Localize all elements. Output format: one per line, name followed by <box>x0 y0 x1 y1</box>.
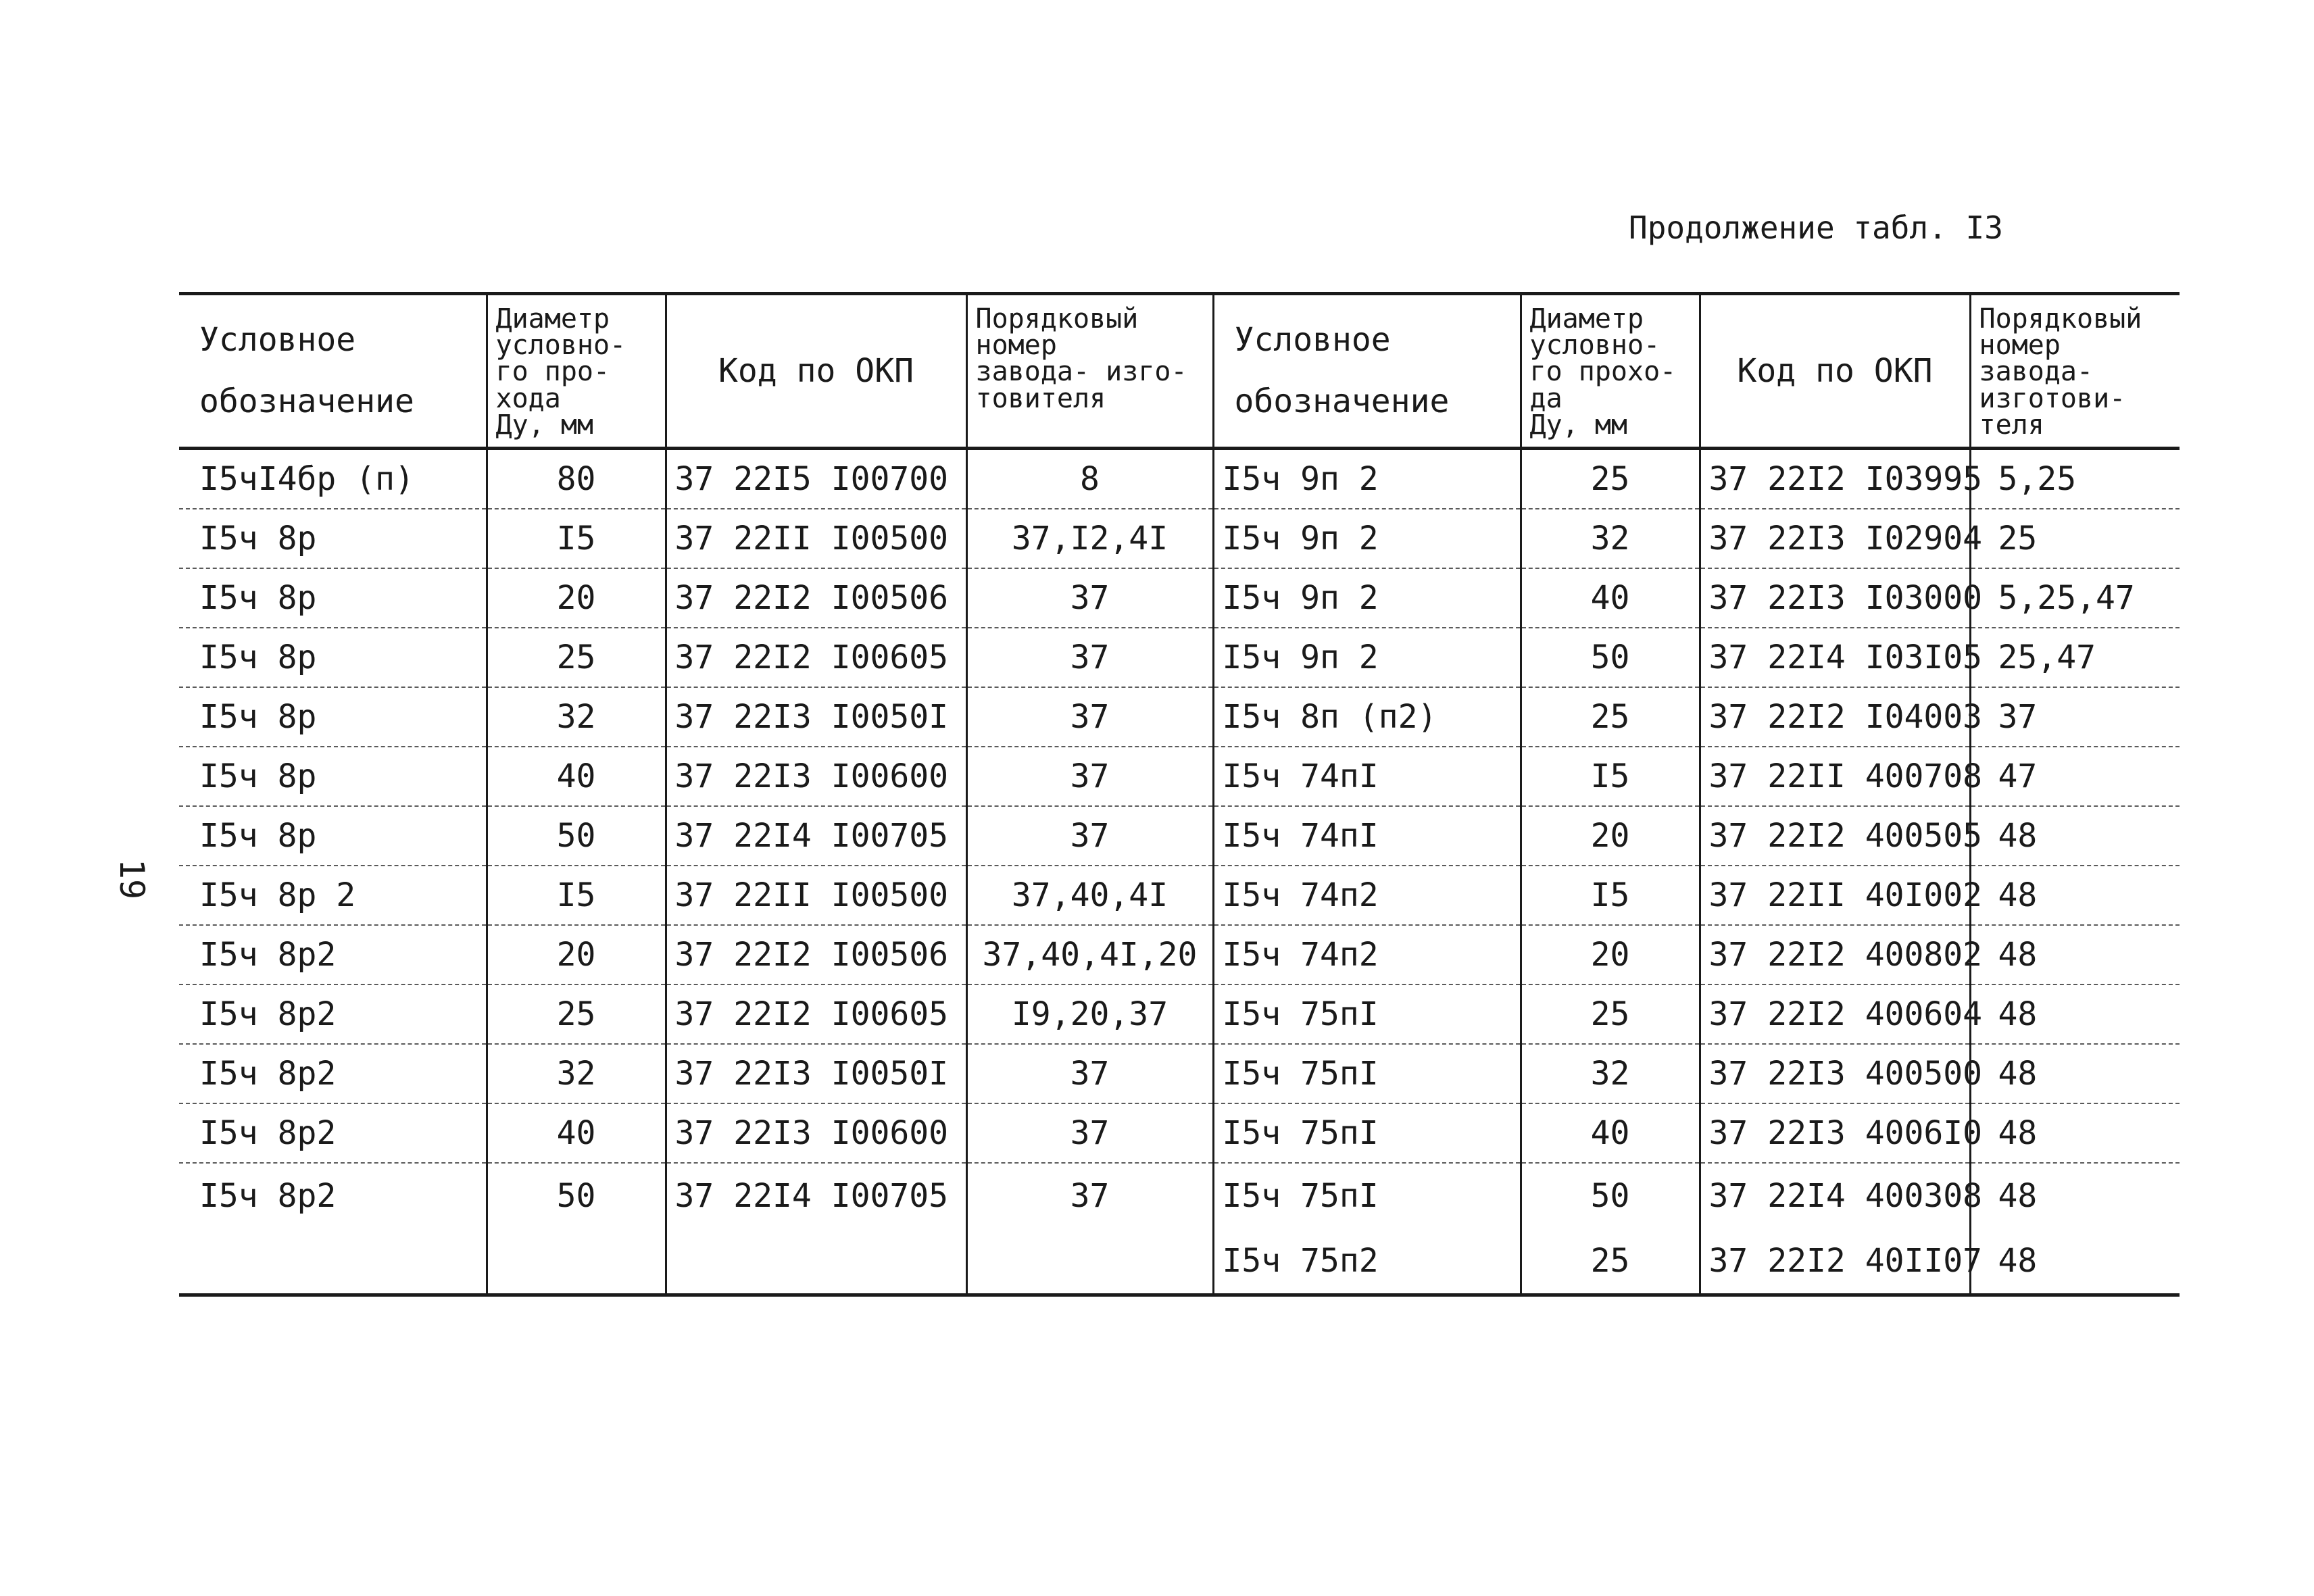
table-row <box>179 687 2180 747</box>
okp-code-cell: 37 22I2 I00506 <box>666 568 966 628</box>
diameter-cell: 25 <box>487 984 666 1044</box>
designation-cell: I5ч 74п2 <box>1213 866 1521 925</box>
header-text-line: го про- <box>495 356 610 388</box>
plant-number-cell: 37 <box>966 1044 1213 1103</box>
okp-code-cell: 37 22I2 400604 <box>1700 984 1970 1044</box>
designation-cell: I5ч 8р 2 <box>179 866 487 925</box>
okp-code-cell: 37 22I3 I0050I <box>666 1044 966 1103</box>
diameter-cell: 25 <box>1521 687 1700 747</box>
plant-number-cell: 37 <box>966 1163 1213 1295</box>
header-text-line: теля <box>1979 409 2044 441</box>
header-text-line: Порядковый <box>1979 303 2142 334</box>
designation-cell: I5ч 9п 2 <box>1213 568 1521 628</box>
designation-cell: I5ч 8р2 <box>179 1103 487 1163</box>
okp-code-cell: 37 22II I00500 <box>666 509 966 568</box>
table-row <box>179 509 2180 568</box>
cell-value: I5ч 75пI <box>1222 1176 1379 1215</box>
cell-value: 48 <box>1998 1176 2038 1215</box>
okp-code-cell: 37 22I5 I00700 <box>666 448 966 509</box>
header-text-line: Диаметр <box>495 303 610 334</box>
plant-number-cell: 37 <box>966 806 1213 866</box>
header-designation-left <box>179 294 487 449</box>
designation-cell: I5ч 8р2 <box>199 1176 337 1215</box>
diameter-cell <box>1521 1163 1700 1295</box>
plant-number-cell: 25 <box>1970 509 2180 568</box>
okp-code-cell: 37 22I3 4006I0 <box>1700 1103 1970 1163</box>
table-header <box>179 294 2180 449</box>
diameter-cell: 50 <box>487 806 666 866</box>
table-row <box>179 984 2180 1044</box>
diameter-cell: I5 <box>487 866 666 925</box>
table-caption: Продолжение табл. I3 <box>1629 209 2003 246</box>
valve-spec-table <box>179 292 2180 1297</box>
table-row <box>179 747 2180 806</box>
okp-code-cell: 37 22I2 I00506 <box>666 925 966 984</box>
header-text-line: обозначение <box>1234 382 1450 420</box>
header-text-line: обозначение <box>199 382 414 420</box>
plant-number-cell: 37,40,4I,20 <box>966 925 1213 984</box>
okp-code-cell: 37 22I2 400802 <box>1700 925 1970 984</box>
diameter-cell: 40 <box>1521 1103 1700 1163</box>
header-text-line: завода- изго- <box>975 356 1187 388</box>
diameter-cell: I5 <box>1521 866 1700 925</box>
plant-number-cell: 48 <box>1970 1103 2180 1163</box>
diameter-cell: 80 <box>487 448 666 509</box>
designation-cell: I5ч 8р <box>179 509 487 568</box>
okp-code-cell: 37 22II 40I002 <box>1700 866 1970 925</box>
plant-number-cell: 48 <box>1970 984 2180 1044</box>
table-row <box>179 448 2180 509</box>
diameter-cell: 25 <box>487 628 666 687</box>
designation-cell: I5ч 9п 2 <box>1213 448 1521 509</box>
plant-number-cell: 25,47 <box>1970 628 2180 687</box>
header-row <box>179 294 2180 449</box>
diameter-cell: 40 <box>487 1103 666 1163</box>
plant-number-cell: 5,25,47 <box>1970 568 2180 628</box>
plant-number-cell: 8 <box>966 448 1213 509</box>
plant-number-cell: I9,20,37 <box>966 984 1213 1044</box>
diameter-cell: 20 <box>1521 925 1700 984</box>
diameter-cell: 32 <box>1521 509 1700 568</box>
okp-code-cell: 37 22I3 I00600 <box>666 1103 966 1163</box>
okp-code-cell: 37 22I3 I0050I <box>666 687 966 747</box>
okp-code-cell: 37 22I4 I03I05 <box>1700 628 1970 687</box>
designation-cell <box>1213 1163 1521 1295</box>
designation-cell: I5ч 8р <box>179 628 487 687</box>
diameter-cell: 32 <box>487 1044 666 1103</box>
header-designation-right <box>1213 294 1521 449</box>
okp-code-cell: 37 22I2 I04003 <box>1700 687 1970 747</box>
designation-cell: I5ч 75пI <box>1213 1103 1521 1163</box>
designation-cell: I5ч 74пI <box>1213 747 1521 806</box>
header-text-line: номер <box>1979 330 2061 361</box>
header-text-line: Код по ОКП <box>1737 351 1933 390</box>
table-row <box>179 1163 2180 1295</box>
designation-cell: I5чI4бр (п) <box>179 448 487 509</box>
designation-cell: I5ч 75пI <box>1213 984 1521 1044</box>
header-text-line: да <box>1529 382 1562 414</box>
plant-number-cell: 37 <box>966 568 1213 628</box>
plant-number-cell: 48 <box>1970 1044 2180 1103</box>
diameter-cell: 32 <box>1521 1044 1700 1103</box>
header-text-line: номер <box>975 330 1057 361</box>
plant-number-cell: 47 <box>1970 747 2180 806</box>
diameter-cell: 25 <box>1521 984 1700 1044</box>
diameter-cell: I5 <box>1521 747 1700 806</box>
table-row <box>179 866 2180 925</box>
table-row <box>179 628 2180 687</box>
cell-value: 37 22I2 40II07 <box>1708 1241 1983 1280</box>
plant-number-cell: 37 <box>966 747 1213 806</box>
designation-cell: I5ч 74п2 <box>1213 925 1521 984</box>
header-text-line: Код по ОКП <box>718 351 914 390</box>
header-text-line: изготови- <box>1979 382 2126 414</box>
header-text-line: товителя <box>975 382 1106 414</box>
diameter-cell: 50 <box>487 1163 666 1295</box>
header-text-line: го прохо- <box>1529 356 1677 388</box>
diameter-cell: 50 <box>1521 628 1700 687</box>
header-text-line: Диаметр <box>1529 303 1644 334</box>
okp-code-cell: 37 22I2 I00605 <box>666 984 966 1044</box>
designation-cell: I5ч 8р <box>179 747 487 806</box>
designation-cell: I5ч 8п (п2) <box>1213 687 1521 747</box>
plant-number-cell: 37 <box>966 628 1213 687</box>
okp-code-cell: 37 22II 400708 <box>1700 747 1970 806</box>
okp-code-cell: 37 22I4 I00705 <box>666 806 966 866</box>
designation-cell: I5ч 8р2 <box>179 925 487 984</box>
diameter-cell: 20 <box>487 925 666 984</box>
designation-cell: I5ч 8р <box>179 806 487 866</box>
table-row <box>179 806 2180 866</box>
table-body <box>179 448 2180 1295</box>
diameter-cell: 20 <box>487 568 666 628</box>
table-row <box>179 1103 2180 1163</box>
cell-value: I5ч 75п2 <box>1222 1241 1379 1280</box>
header-diameter-right <box>1521 294 1700 449</box>
designation-cell: I5ч 75пI <box>1213 1044 1521 1103</box>
page-number: 19 <box>112 858 152 900</box>
plant-number-cell <box>1970 1163 2180 1295</box>
okp-code-cell: 37 22I2 I03995 <box>1700 448 1970 509</box>
header-text-line: завода- <box>1979 356 2094 388</box>
diameter-cell: I5 <box>487 509 666 568</box>
designation-cell: I5ч 8р2 <box>179 1044 487 1103</box>
header-text-line: Ду, мм <box>1529 409 1627 441</box>
diameter-cell: 25 <box>1521 448 1700 509</box>
plant-number-cell: 37,40,4I <box>966 866 1213 925</box>
table-row <box>179 925 2180 984</box>
okp-code-cell: 37 22I3 I00600 <box>666 747 966 806</box>
plant-number-cell: 37,I2,4I <box>966 509 1213 568</box>
designation-cell: I5ч 8р <box>179 687 487 747</box>
table-row <box>179 1044 2180 1103</box>
diameter-cell: 32 <box>487 687 666 747</box>
designation-cell: I5ч 9п 2 <box>1213 628 1521 687</box>
okp-code-cell: 37 22I4 I00705 <box>666 1163 966 1295</box>
diameter-cell: 20 <box>1521 806 1700 866</box>
plant-number-cell: 48 <box>1970 925 2180 984</box>
plant-number-cell: 37 <box>966 1103 1213 1163</box>
cell-value: 48 <box>1998 1241 2038 1280</box>
okp-code-cell <box>1700 1163 1983 1295</box>
designation-cell: I5ч 9п 2 <box>1213 509 1521 568</box>
header-okp-code-right <box>1700 294 1970 449</box>
header-text-line: Условное <box>1234 320 1391 359</box>
header-text-line: условно- <box>1529 330 1660 361</box>
header-text-line: Ду, мм <box>495 409 593 441</box>
plant-number-cell: 37 <box>1970 687 2180 747</box>
plant-number-cell: 48 <box>1970 806 2180 866</box>
plant-number-cell: 37 <box>966 687 1213 747</box>
okp-code-cell: 37 22I3 I02904 <box>1700 509 1970 568</box>
designation-cell: I5ч 8р2 <box>179 984 487 1044</box>
header-text-line: Условное <box>199 320 356 359</box>
okp-code-cell: 37 22I3 I03000 <box>1700 568 1970 628</box>
plant-number-cell: 48 <box>1970 866 2180 925</box>
diameter-cell: 40 <box>487 747 666 806</box>
designation-cell: I5ч 8р <box>179 568 487 628</box>
cell-value: 37 22I4 400308 <box>1708 1176 1983 1215</box>
header-plant-number-left <box>966 294 1213 449</box>
okp-code-cell: 37 22II I00500 <box>666 866 966 925</box>
designation-cell: I5ч 74пI <box>1213 806 1521 866</box>
okp-code-cell: 37 22I3 400500 <box>1700 1044 1970 1103</box>
diameter-cell: 40 <box>1521 568 1700 628</box>
cell-value: 25 <box>1590 1241 1630 1280</box>
header-diameter-left <box>487 294 666 449</box>
plant-number-cell: 5,25 <box>1970 448 2180 509</box>
header-text-line: Порядковый <box>975 303 1139 334</box>
header-text-line: хода <box>495 382 561 414</box>
header-plant-number-right <box>1970 294 2180 449</box>
table-row <box>179 568 2180 628</box>
header-text-line: условно- <box>495 330 626 361</box>
okp-code-cell: 37 22I2 I00605 <box>666 628 966 687</box>
cell-value: 50 <box>1590 1176 1630 1215</box>
okp-code-cell: 37 22I2 400505 <box>1700 806 1970 866</box>
header-okp-code-left <box>666 294 966 449</box>
